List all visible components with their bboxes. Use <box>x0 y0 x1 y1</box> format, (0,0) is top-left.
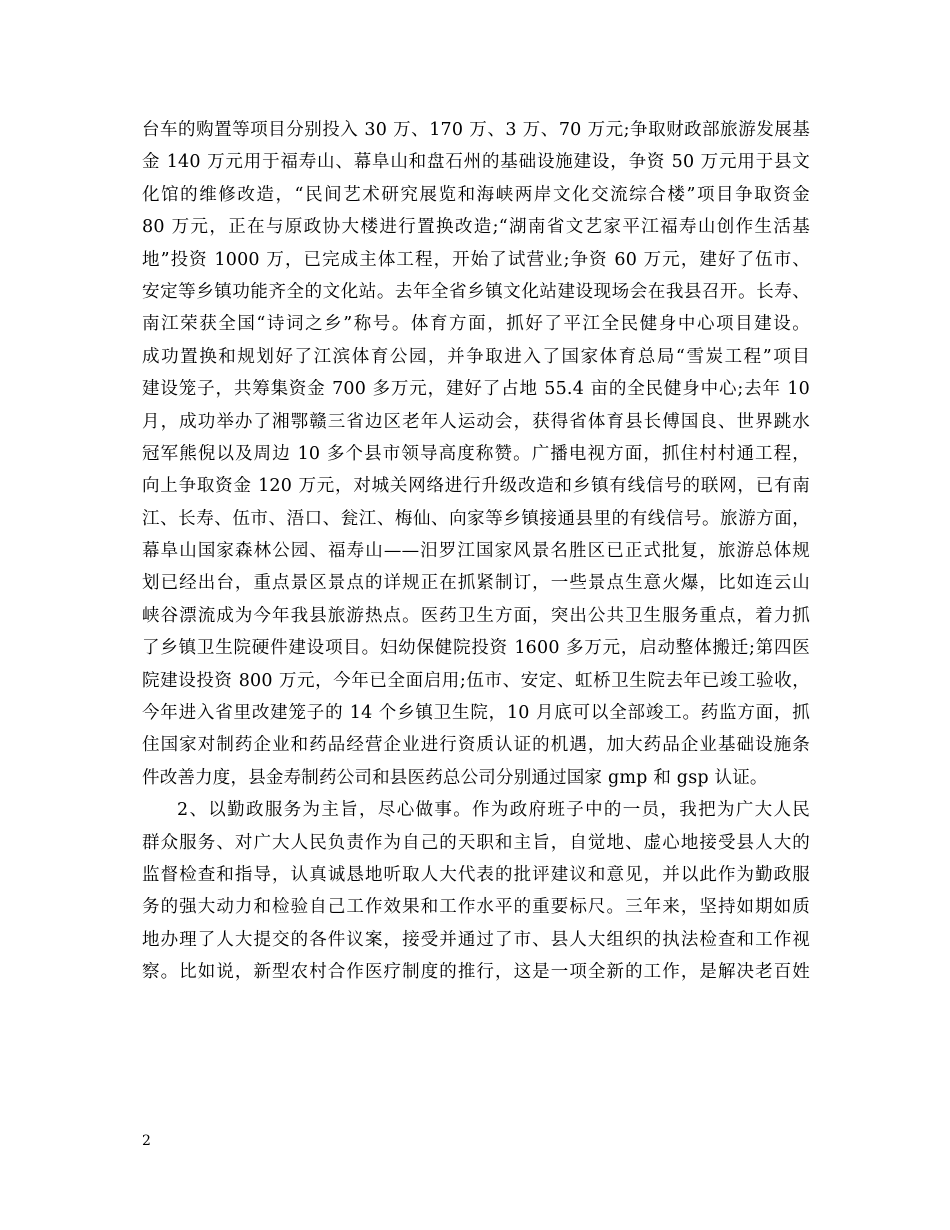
text-line: 江、长寿、伍市、浯口、瓮江、梅仙、向家等乡镇接通县里的有线信号。旅游方面， <box>142 508 810 529</box>
text-line: 月，成功举办了湘鄂赣三省边区老年人运动会，获得省体育县长傅国良、世界跳水 <box>142 411 810 432</box>
paragraph-start-line: 2、以勤政服务为主旨，尽心做事。作为政府班子中的一员，我把为广大人民 <box>177 800 810 821</box>
text-line: 峡谷漂流成为今年我县旅游热点。医药卫生方面，突出公共卫生服务重点，着力抓 <box>142 605 810 626</box>
body-text <box>142 114 810 989</box>
text-line: 地办理了人大提交的各件议案，接受并通过了市、县人大组织的执法检查和工作视 <box>142 929 810 950</box>
text-line: 群众服务、对广大人民负责作为自己的天职和主旨，自觉地、虚心地接受县人大的 <box>142 832 810 853</box>
text-line: 安定等乡镇功能齐全的文化站。去年全省乡镇文化站建设现场会在我县召开。长寿、 <box>142 281 810 302</box>
text-line: 幕阜山国家森林公园、福寿山——汨罗江国家风景名胜区已正式批复，旅游总体规 <box>142 541 810 562</box>
text-line: 建设笼子，共筹集资金 700 多万元，建好了占地 55.4 亩的全民健身中心;去年 10 <box>142 379 810 400</box>
text-line: 监督检查和指导，认真诚恳地听取人大代表的批评建议和意见，并以此作为勤政服 <box>142 864 810 885</box>
text-line: 察。比如说，新型农村合作医疗制度的推行，这是一项全新的工作，是解决老百姓 <box>142 962 810 983</box>
text-line: 今年进入省里改建笼子的 14 个乡镇卫生院，10 月底可以全部竣工。药监方面，抓 <box>142 703 810 724</box>
text-line: 向上争取资金 120 万元，对城关网络进行升级改造和乡镇有线信号的联网，已有南 <box>142 476 810 497</box>
text-line: 金 140 万元用于福寿山、幕阜山和盘石州的基础设施建设，争资 50 万元用于县文 <box>142 152 810 173</box>
text-line: 成功置换和规划好了江滨体育公园，并争取进入了国家体育总局“雪炭工程”项目 <box>142 346 810 367</box>
page-number: 2 <box>142 1133 151 1149</box>
text-line: 80 万元，正在与原政协大楼进行置换改造;“湖南省文艺家平江福寿山创作生活基 <box>142 217 810 238</box>
text-line: 地”投资 1000 万，已完成主体工程，开始了试营业;争资 60 万元，建好了伍市、 <box>142 249 810 270</box>
text-line: 了乡镇卫生院硬件建设项目。妇幼保健院投资 1600 多万元，启动整体搬迁;第四医 <box>142 638 810 659</box>
text-line: 台车的购置等项目分别投入 30 万、170 万、3 万、70 万元;争取财政部旅游发展基 <box>142 120 810 140</box>
text-line: 冠军熊倪以及周边 10 多个县市领导高度称赞。广播电视方面，抓住村村通工程， <box>142 443 810 464</box>
text-line: 务的强大动力和检验自己工作效果和工作水平的重要标尺。三年来，坚持如期如质 <box>142 897 810 918</box>
text-line: 化馆的维修改造，“民间艺术研究展览和海峡两岸文化交流综合楼”项目争取资金 <box>142 184 810 205</box>
text-line: 住国家对制药企业和药品经营企业进行资质认证的机遇，加大药品企业基础设施条 <box>142 735 810 756</box>
text-line: 南江荣获全国“诗词之乡”称号。体育方面，抓好了平江全民健身中心项目建设。 <box>142 314 810 335</box>
text-line: 划已经出台，重点景区景点的详规正在抓紧制订，一些景点生意火爆，比如连云山 <box>142 573 810 594</box>
text-line: 件改善力度，县金寿制药公司和县医药总公司分别通过国家 gmp 和 gsp 认证。 <box>142 767 768 788</box>
text-line: 院建设投资 800 万元，今年已全面启用;伍市、安定、虹桥卫生院去年已竣工验收， <box>142 670 810 691</box>
